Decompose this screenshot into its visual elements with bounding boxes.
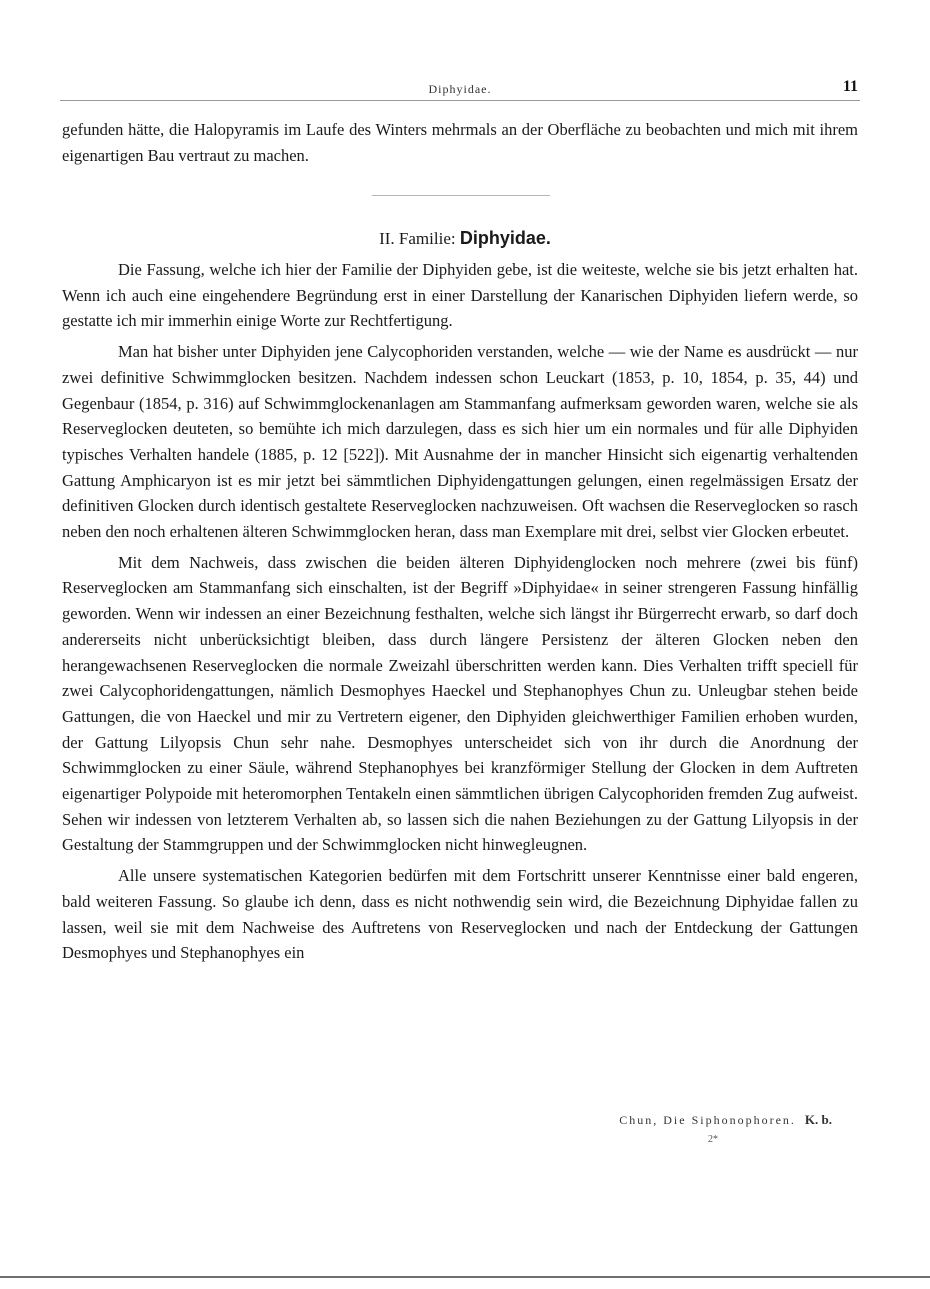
- running-title: Diphyidae.: [428, 82, 492, 96]
- scan-edge-line: [0, 1276, 930, 1278]
- header-rule: [60, 100, 860, 101]
- paragraph-4: Alle unsere systematischen Kategorien bedürfen mit dem Fortschritt unserer Kenntnisse einer bald engeren, bald weiteren Fassung. So glaube ich denn, dass es nicht nothwendig sein wird, die Bezeichnung Diphyidae fallen zu lassen, weil sie mit dem Nachweise des Auftretens von Reserveglocken und nach der Entdeckung der Gattungen Desmophyes und Stephanophyes ein: [62, 866, 858, 963]
- carryover-block: [62, 117, 858, 168]
- paragraph-3: Mit dem Nachweis, dass zwischen die beiden älteren Diphyidenglocken noch mehrere (zwei bis fünf) Reserveglocken am Stammanfang sich einschalten, ist der Begriff »Diphyidae« in seiner strengeren Fassung hinfällig geworden. Wenn wir indessen an einer Bezeichnung festhalten, welche sich längst ihr Bürgerrecht erwarb, so darf doch andererseits nicht unberücksichtigt bleiben, dass durch längere Persistenz der älteren Glocken neben den herangewachsenen Reserveglocken die normale Zweizahl überschritten werden kann. Dies Verhalten trifft speciell für zwei Calycophoridengattungen, nämlich Desmophyes Haeckel und Stephanophyes Chun zu. Unleugbar stehen beide Gattungen, die von Haeckel und mir zu Vertretern eigener, den Diphyiden gleichwerthiger Familien erhoben wurden, der Gattung Lilyopsis Chun sehr nahe. Desmophyes unterscheidet sich von ihr durch die Anordnung der Schwimmglocken zu einer Säule, während Stephanophyes bei kranzförmiger Stellung der Glocken in dem Auftreten eigenartiger Polypoide mit heteromorphen Tentakeln einen sämmtlichen übrigen Calycophoriden fremden Zug aufweist. Sehen wir indessen von letzterem Verhalten ab, so lassen sich die nahen Beziehungen zu der Gattung Lilyopsis in der Gestaltung der Stammgruppen und der Schwimmglocken nicht hinwegleugnen.: [62, 552, 858, 855]
- signature-text: Chun, Die Siphonophoren.: [619, 1113, 796, 1127]
- signature-mark: K. b.: [804, 1112, 832, 1127]
- section-divider: [372, 195, 550, 196]
- paragraph-1: Die Fassung, welche ich hier der Familie der Diphyiden gebe, ist die weiteste, welche sie bis jetzt erhalten hat. Wenn ich auch eine eingehendere Begründung erst in einer Darstellung der Kanarischen Diphyiden liefern werde, so gestatte ich mir immerhin einige Worte zur Rechtfertigung.: [62, 260, 858, 331]
- section-name: Diphyidae.: [459, 228, 551, 248]
- footer-signature: [619, 1112, 832, 1128]
- page-number: 11: [842, 78, 858, 95]
- running-head: [60, 78, 860, 100]
- section-heading: [0, 228, 930, 249]
- sheet-mark: 2*: [708, 1134, 718, 1145]
- carryover-paragraph: gefunden hätte, die Halopyramis im Laufe des Winters mehrmals an der Oberfläche zu beobachten und mich mit ihrem eigenartigen Bau vertraut zu machen.: [62, 120, 858, 165]
- paragraph-2: Man hat bisher unter Diphyiden jene Calycophoriden verstanden, welche — wie der Name es ausdrückt — nur zwei definitive Schwimmglocken besitzen. Nachdem indessen schon Leuckart (1853, p. 10, 1854, p. 35, 44) und Gegenbaur (1854, p. 316) auf Schwimmglockenanlagen am Stammanfang aufmerksam geworden waren, welche sie als Reserveglocken deuteten, so bemühte ich mich darzulegen, dass es sich hier um ein normales und für alle Diphyiden typisches Verhalten handele (1885, p. 12 [522]). Mit Ausnahme der in mancher Hinsicht sich eigenartig verhaltenden Gattung Amphicaryon ist es mir jetzt bei sämmtlichen Diphyidengattungen gelungen, einen regelmässigen Ersatz der definitiven Glocken durch identisch gestaltete Reserveglocken nachzuweisen. Oft wachsen die Reserveglocken so rasch neben den noch erhaltenen älteren Schwimmglocken heran, dass man Exemplare mit drei, selbst vier Glocken erbeutet.: [62, 342, 858, 542]
- body-text: [62, 257, 858, 966]
- section-prefix: II. Familie:: [379, 229, 456, 248]
